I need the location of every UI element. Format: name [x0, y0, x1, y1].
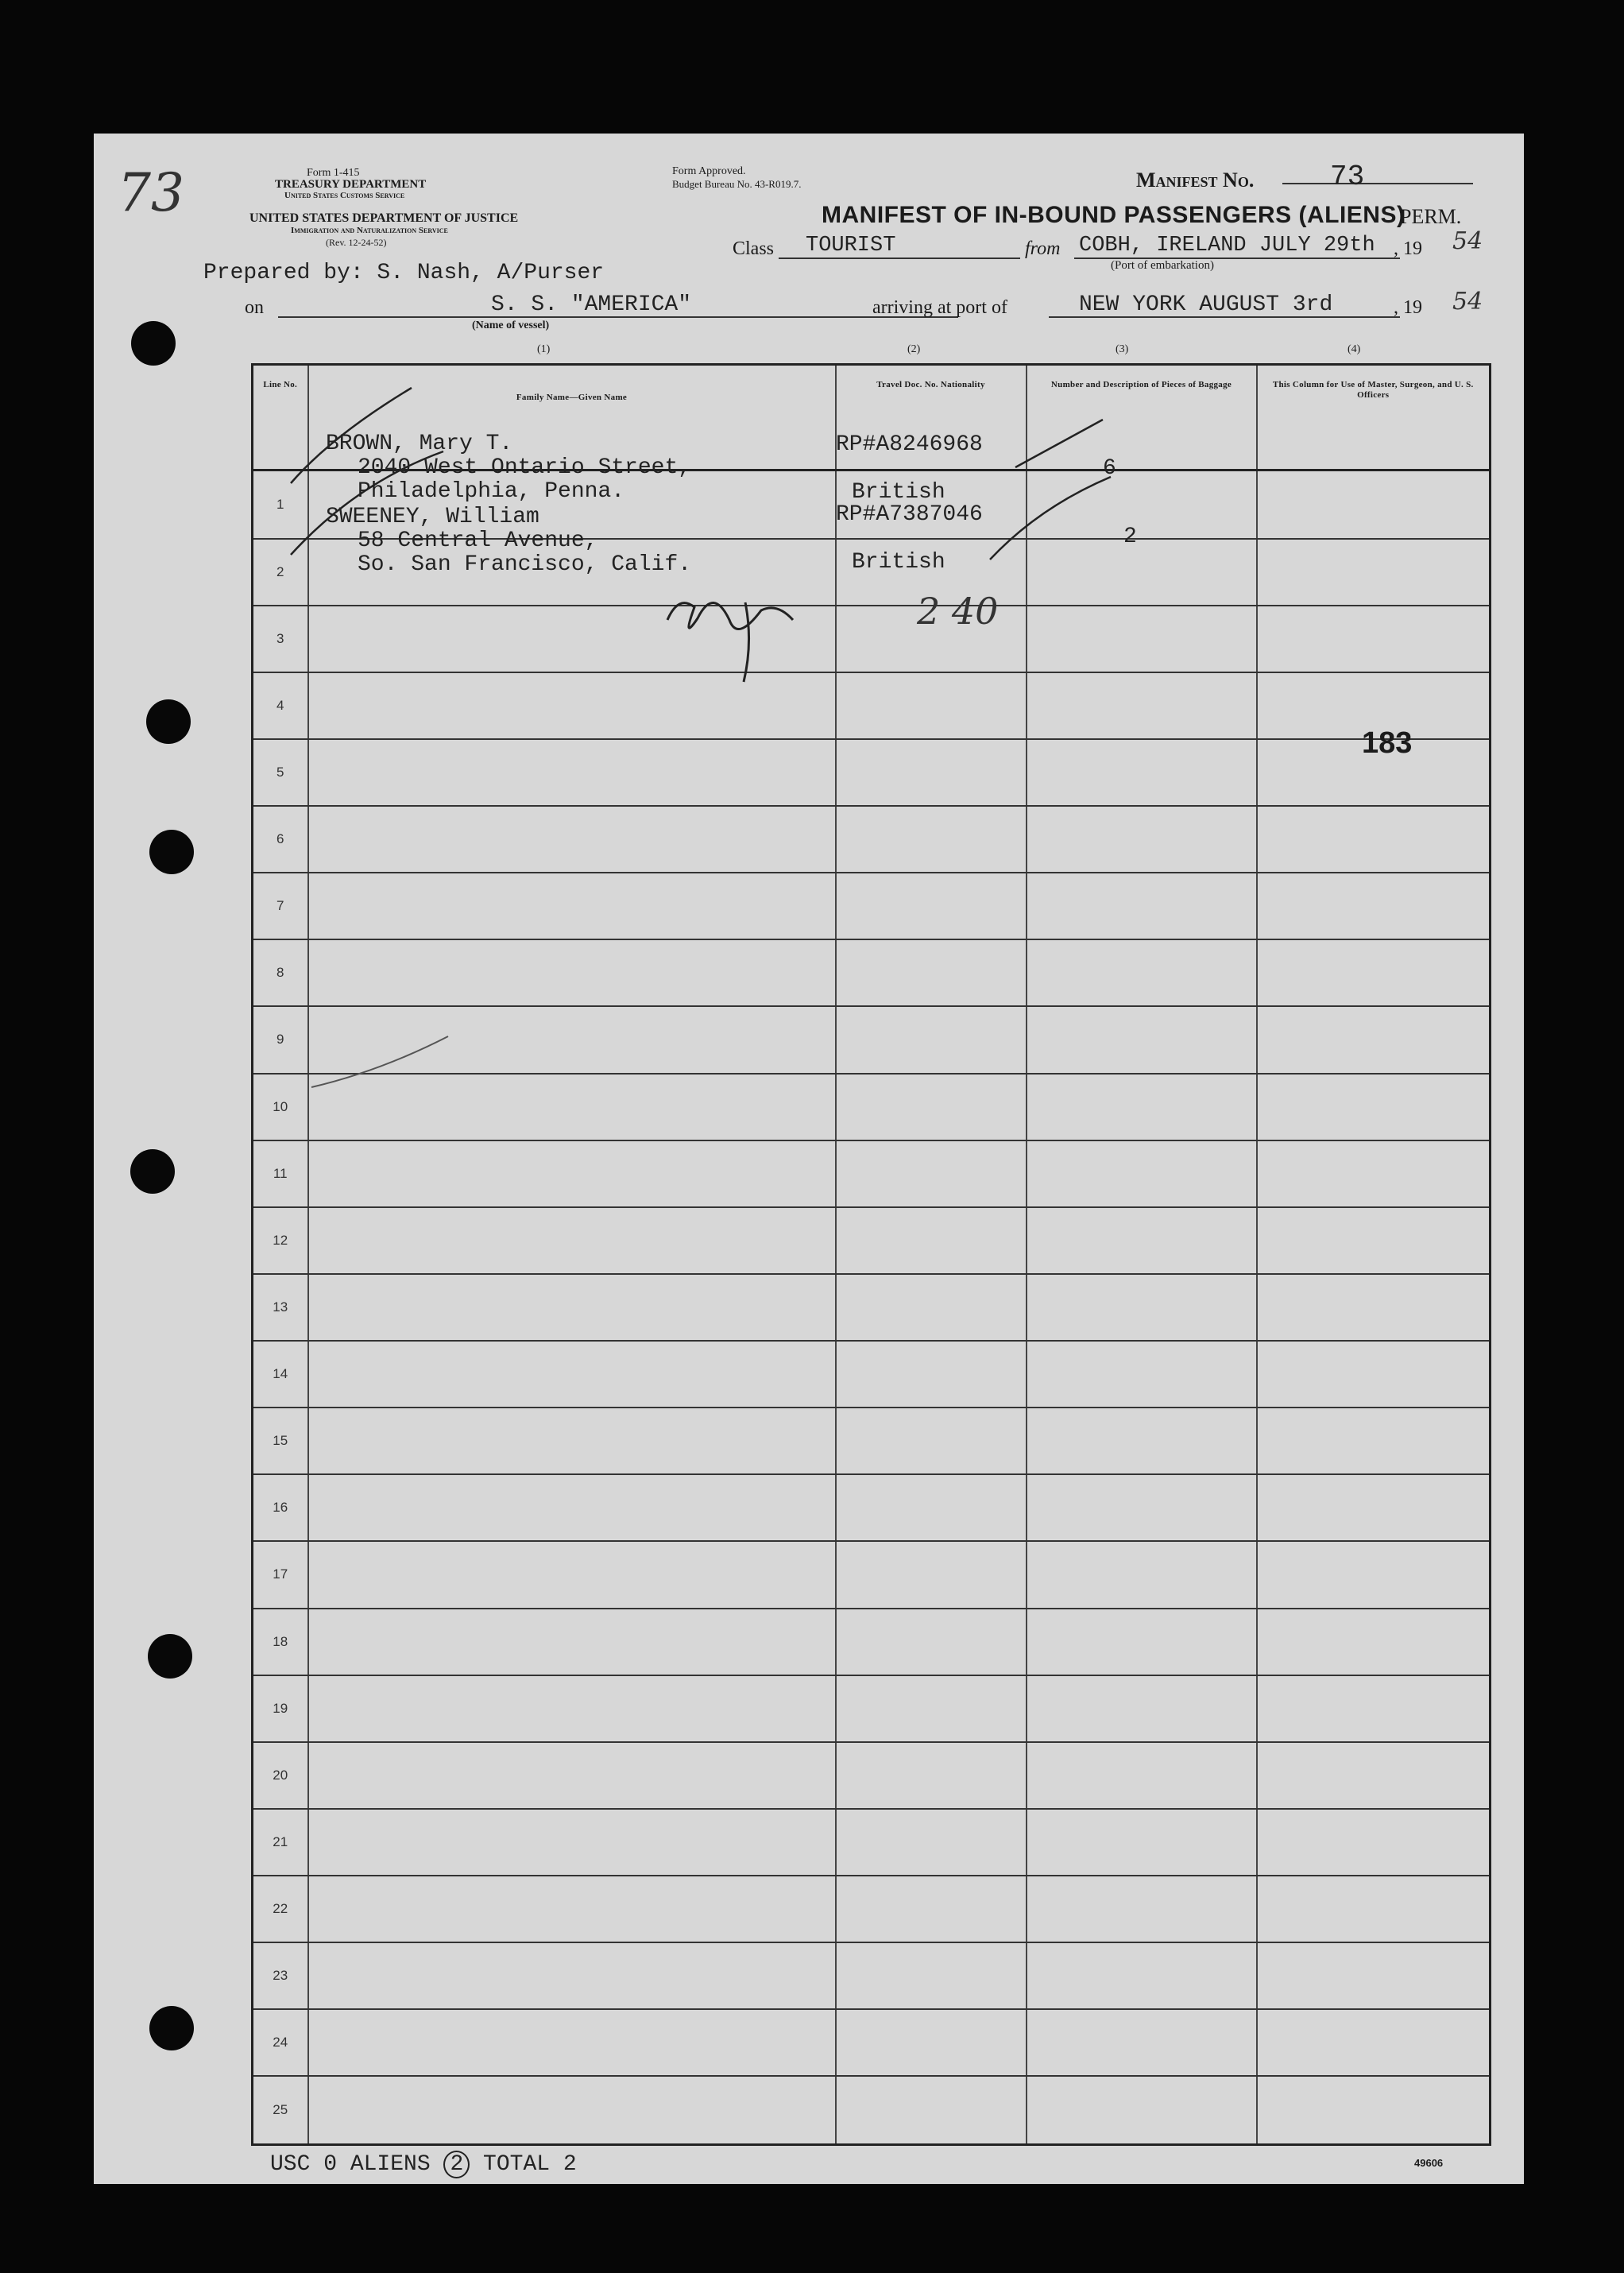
line-number: 16 [253, 1474, 308, 1541]
passenger-2-name: SWEENEY, William [326, 505, 539, 529]
passenger-1-address-1: 2040 West Ontario Street, [358, 455, 692, 480]
treasury-dept: TREASURY DEPARTMENT [275, 178, 427, 191]
line-number: 21 [253, 1809, 308, 1876]
vessel-caption: (Name of vessel) [472, 319, 550, 331]
col-num-4: (4) [1348, 343, 1361, 355]
binder-hole [149, 830, 194, 874]
passenger-1-address-2: Philadelphia, Penna. [358, 479, 625, 504]
customs-service: United States Customs Service [284, 191, 405, 200]
form-approved: Form Approved. [672, 165, 746, 177]
passenger-1-doc: RP#A8246968 [836, 432, 983, 457]
year-prefix-1: , 19 [1394, 238, 1422, 259]
passenger-2-address-2: So. San Francisco, Calif. [358, 552, 692, 577]
passenger-2-nationality: British [852, 550, 945, 575]
from-value: COBH, IRELAND JULY 29th [1079, 234, 1375, 258]
perm-label: PERM. [1400, 205, 1462, 228]
stamp-number: 183 [1362, 726, 1413, 760]
on-label: on [245, 297, 264, 318]
line-number: 17 [253, 1541, 308, 1608]
line-number: 7 [253, 873, 308, 939]
footer-total: TOTAL 2 [470, 2152, 577, 2177]
binder-hole [130, 1149, 175, 1194]
line-number: 14 [253, 1341, 308, 1408]
justice-dept: UNITED STATES DEPARTMENT OF JUSTICE [249, 211, 519, 225]
year-1: 54 [1452, 227, 1483, 255]
passenger-2-address-1: 58 Central Avenue, [358, 529, 598, 553]
line-number: 6 [253, 806, 308, 873]
line-number: 8 [253, 939, 308, 1006]
line-number: 3 [253, 606, 308, 672]
line-number: 4 [253, 672, 308, 739]
line-number: 20 [253, 1742, 308, 1809]
prepared-by: Prepared by: S. Nash, A/Purser [203, 261, 605, 285]
passenger-1-name: BROWN, Mary T. [326, 432, 513, 456]
passenger-1-nationality: British [852, 480, 945, 505]
line-number: 9 [253, 1006, 308, 1073]
line-number: 19 [253, 1675, 308, 1742]
line-number: 13 [253, 1274, 308, 1341]
header-name: Family Name—Given Name [308, 365, 836, 470]
header-travel-doc: Travel Doc. No. Nationality [836, 365, 1027, 470]
ins-service: Immigration and Naturalization Service [291, 226, 448, 235]
form-revision: (Rev. 12-24-52) [326, 237, 387, 248]
line-number: 25 [253, 2076, 308, 2144]
binder-hole [131, 321, 176, 366]
passenger-1-baggage: 6 [1103, 456, 1116, 481]
line-number: 1 [253, 470, 308, 539]
header-officers: This Column for Use of Master, Surgeon, and U. S. Officers [1257, 365, 1491, 470]
arriving-value: NEW YORK AUGUST 3rd [1079, 292, 1333, 317]
footer-counts [270, 2151, 577, 2178]
aliens-count-circle: 2 [443, 2151, 470, 2178]
header-baggage: Number and Description of Pieces of Baggage [1027, 365, 1257, 470]
col-num-2: (2) [907, 343, 921, 355]
binder-hole [148, 1634, 192, 1679]
arriving-label: arriving at port of [872, 297, 1007, 318]
manifest-page [94, 134, 1524, 2184]
line-number: 2 [253, 539, 308, 606]
footer-usc-aliens: USC 0 ALIENS [270, 2152, 444, 2177]
binder-hole [146, 699, 191, 744]
class-label: Class [733, 238, 775, 259]
budget-bureau: Budget Bureau No. 43-R019.7. [672, 178, 802, 190]
line-number: 12 [253, 1207, 308, 1274]
line-number: 10 [253, 1074, 308, 1140]
manifest-no-value: 73 [1330, 161, 1365, 193]
class-value: TOURIST [806, 234, 896, 258]
passenger-2-baggage: 2 [1123, 525, 1137, 549]
line-number: 18 [253, 1609, 308, 1675]
manifest-no-label: Manifest No. [1136, 168, 1255, 192]
year-prefix-2: , 19 [1394, 297, 1422, 318]
form-code: 49606 [1414, 2157, 1444, 2169]
embarkation-caption: (Port of embarkation) [1111, 259, 1214, 272]
line-number: 15 [253, 1408, 308, 1474]
manifest-title: MANIFEST OF IN-BOUND PASSENGERS (ALIENS) [822, 202, 1406, 228]
line-number: 5 [253, 739, 308, 806]
passenger-2-doc: RP#A7387046 [836, 502, 983, 527]
pen-marks [94, 134, 1524, 2184]
binder-hole [149, 2006, 194, 2050]
col-num-3: (3) [1116, 343, 1129, 355]
line-number: 23 [253, 1942, 308, 2009]
vessel-name: S. S. "AMERICA" [491, 292, 692, 317]
col-num-1: (1) [537, 343, 551, 355]
from-label: from [1025, 238, 1061, 259]
line-number: 24 [253, 2009, 308, 2076]
year-2: 54 [1452, 288, 1483, 316]
handwritten-note: 2 40 [917, 590, 999, 633]
header-line-no: Line No. [253, 365, 308, 470]
line-number: 11 [253, 1140, 308, 1207]
form-number: Form 1-415 [307, 167, 360, 179]
line-number: 22 [253, 1876, 308, 1942]
corner-note: 73 [118, 162, 184, 223]
